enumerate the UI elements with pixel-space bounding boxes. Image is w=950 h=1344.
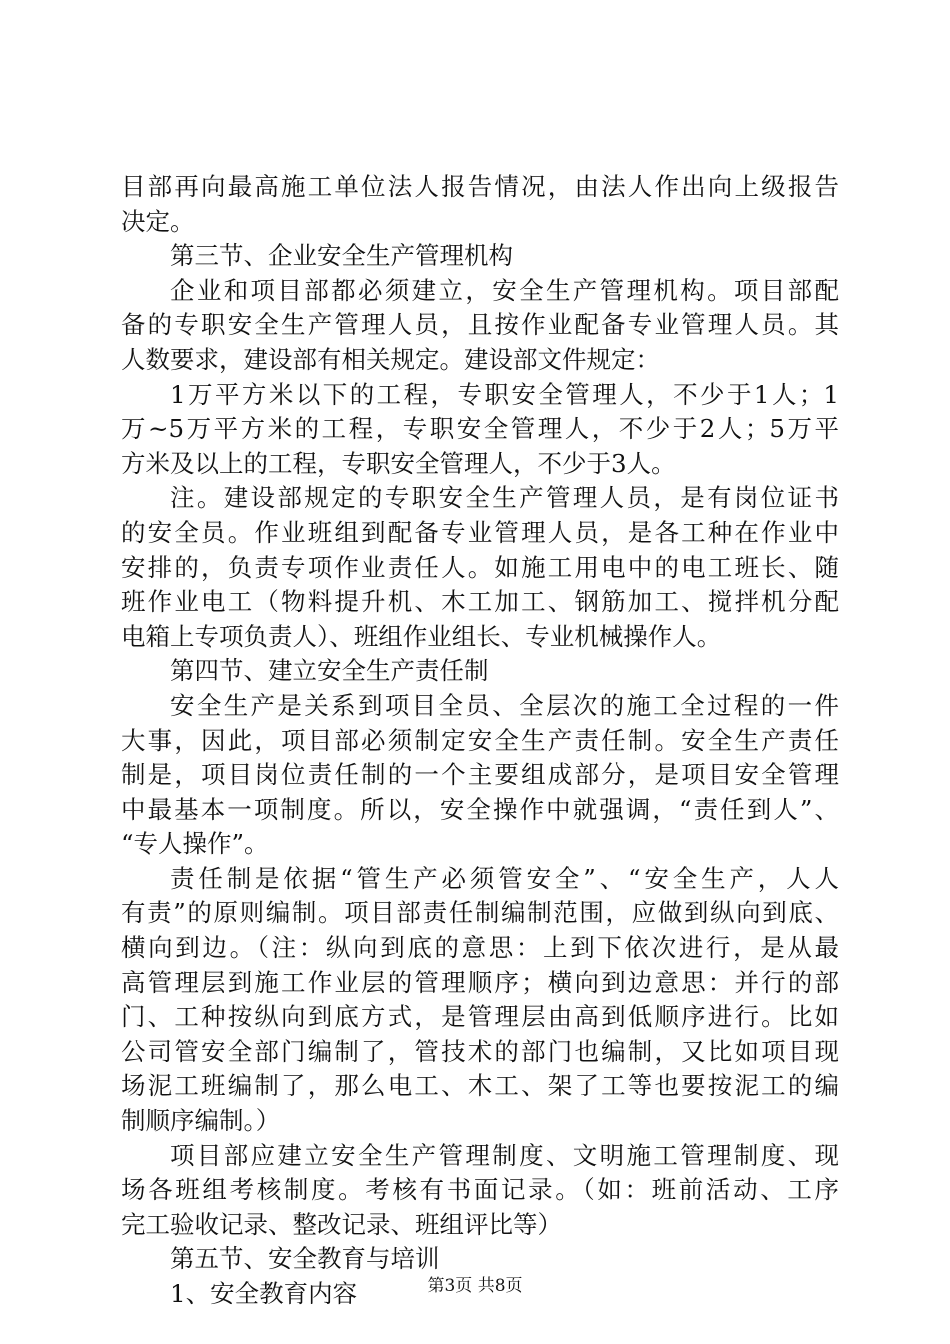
text-line: 大事，因此，项目部必须制定安全生产责任制。安全生产责任 [121,725,839,755]
text-line: 门、工种按纵向到底方式，是管理层由高到低顺序进行。比如 [121,1002,839,1032]
text-line: 高管理层到施工作业层的管理顺序；横向到边意思：并行的部 [121,967,839,997]
text-line: 中最基本一项制度。所以，安全操作中就强调，“责任到人”、 [121,794,839,824]
text-line: 责任制是依据“管生产必须管安全”、“安全生产，人人 [170,863,839,893]
text-line: 1万平方米以下的工程，专职安全管理人，不少于1人；1 [170,379,839,409]
text-line: 完工验收记录、整改记录、班组评比等） [121,1209,562,1239]
text-line: 目部再向最高施工单位法人报告情况，由法人作出向上级报告 [121,172,839,201]
text-line: 场泥工班编制了，那么电工、木工、架了工等也要按泥工的编 [121,1071,839,1101]
section-heading: 第五节、安全教育与培训 [170,1244,440,1274]
text-line: 决定。 [121,206,195,236]
text-line: 制顺序编制。） [121,1106,281,1136]
text-line: 人数要求，建设部有相关规定。建设部文件规定： [121,344,660,374]
text-line: 安全生产是关系到项目全员、全层次的施工全过程的一件 [170,690,839,720]
text-line: 企业和项目部都必须建立，安全生产管理机构。项目部配 [170,275,839,305]
text-line: 班作业电工（物料提升机、木工加工、钢筋加工、搅拌机分配 [121,587,839,617]
text-line: 注。建设部规定的专职安全生产管理人员，是有岗位证书 [170,483,839,513]
text-line: 的安全员。作业班组到配备专业管理人员，是各工种在作业中 [121,517,839,547]
text-line: 横向到边。（注：纵向到底的意思：上到下依次进行，是从最 [121,933,839,963]
section-heading: 第四节、建立安全生产责任制 [170,656,489,686]
text-line: 安排的，负责专项作业责任人。如施工用电中的电工班长、随 [121,552,839,582]
text-line: 方米及以上的工程，专职安全管理人，不少于3人。 [121,448,676,478]
text-line: 有责”的原则编制。项目部责任制编制范围，应做到纵向到底、 [121,898,839,928]
text-line: 场各班组考核制度。考核有书面记录。（如：班前活动、工序 [121,1175,839,1205]
text-line: 电箱上专项负责人）、班组作业组长、专业机械操作人。 [121,621,722,651]
text-line: 万~5万平方米的工程，专职安全管理人，不少于2人；5万平 [121,414,839,444]
text-line: 备的专职安全生产管理人员，且按作业配备专业管理人员。其 [121,310,839,340]
text-line: 项目部应建立安全生产管理制度、文明施工管理制度、现 [170,1140,839,1170]
text-line: “专人操作”。 [121,829,269,859]
section-heading: 第三节、企业安全生产管理机构 [170,241,513,271]
body-text [121,170,839,1312]
page-number-footer: 第3页 共8页 [427,1276,523,1296]
text-line: 制是，项目岗位责任制的一个主要组成部分，是项目安全管理 [121,760,839,790]
text-line: 公司管安全部门编制了，管技术的部门也编制，又比如项目现 [121,1036,839,1066]
subsection-heading: 1、安全教育内容 [170,1279,358,1308]
